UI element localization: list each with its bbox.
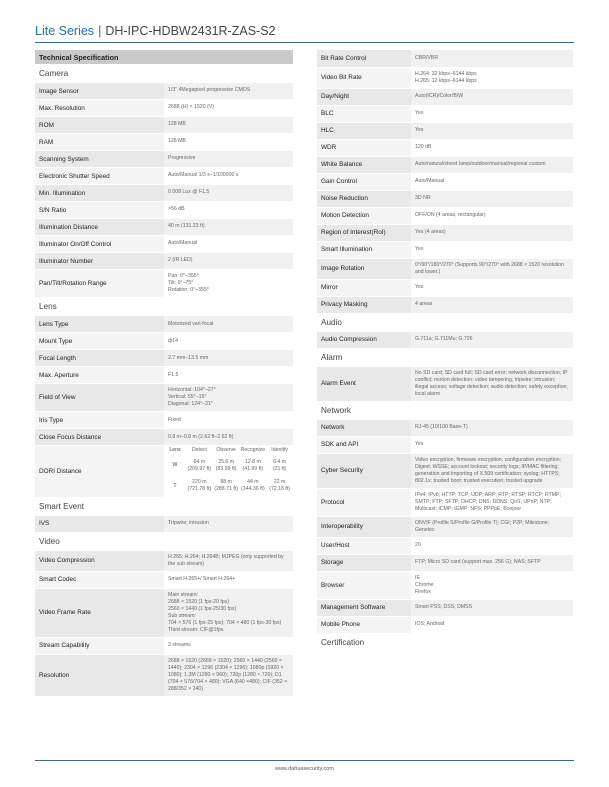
- spec-label: Mount Type: [35, 333, 164, 350]
- spec-value: Auto/Manual 1/3 s–1/100000 s: [164, 168, 293, 185]
- spec-label: DORI Distance: [35, 446, 164, 498]
- spec-row-storage: [317, 554, 573, 571]
- spec-table-right: [317, 50, 573, 652]
- spec-row-smart-codec: [35, 571, 293, 588]
- section-heading-row: [317, 313, 573, 331]
- spec-label: Close Focus Distance: [35, 429, 164, 446]
- spec-value: Fixed: [164, 412, 293, 429]
- spec-value: Yes: [411, 105, 573, 122]
- spec-value: 0.008 Lux @ F1.5: [164, 185, 293, 202]
- spec-row-network: [317, 419, 573, 436]
- dori-header-row: [164, 446, 293, 455]
- spec-value: 120 dB: [411, 139, 573, 156]
- spec-label: Audio Compression: [317, 331, 411, 348]
- spec-value: Auto(ICR)/Color/B/W: [411, 88, 573, 105]
- section-heading-row: [35, 65, 293, 83]
- spec-value: 20: [411, 537, 573, 554]
- spec-value: 4 areas: [411, 296, 573, 313]
- spec-value: RJ-45 (10/100 Base-T): [411, 419, 573, 436]
- spec-label: Resolution: [35, 654, 164, 696]
- spec-value: 2688 × 1520 (2688 × 1520); 2560 × 1440 (2560 × 1440); 2304 × 1296 (2304 × 1296); 1080p (1920 × 1080); 1.3M (1280 × 960); 720p (1280 × 720); D1 (704 × 576/704 × 480); VGA (640 ×480); CIF (352 × 288/352 × 240): [164, 654, 293, 696]
- spec-row-user-host: [317, 537, 573, 554]
- spec-label: Alarm Event: [317, 366, 411, 401]
- spec-row-stream-capability: [35, 637, 293, 654]
- dori-header: Recognize: [240, 446, 267, 455]
- spec-label: Image Sensor: [35, 83, 164, 100]
- spec-row-video-bit-rate: [317, 67, 573, 88]
- model-number: DH-IPC-HDBW2431R-ZAS-S2: [105, 24, 276, 38]
- spec-row-audio-compression: [317, 331, 573, 348]
- spec-value: OFF/ON (4 areas, rectangular): [411, 207, 573, 224]
- spec-label: Gain Control: [317, 173, 411, 190]
- spec-row-hlc: [317, 122, 573, 139]
- spec-value: 40 m (131.23 ft): [164, 219, 293, 236]
- spec-label: Privacy Masking: [317, 296, 411, 313]
- dori-cell: [164, 446, 293, 498]
- spec-label: Illuminator Number: [35, 253, 164, 270]
- spec-value: FTP; Micro SD card (support max. 256 G); NAS; SFTP: [411, 554, 573, 571]
- spec-value: G.711a; G.711Mu; G.726: [411, 331, 573, 348]
- spec-row-privacy-masking: [317, 296, 573, 313]
- spec-row-illuminator-on-off-control: [35, 236, 293, 253]
- spec-value: Yes: [411, 241, 573, 258]
- spec-label: Min. Illumination: [35, 185, 164, 202]
- spec-label: Field of View: [35, 384, 164, 412]
- spec-value: Tripwire; intrusion: [164, 515, 293, 532]
- spec-value: F1.5: [164, 367, 293, 384]
- spec-value: H.265; H.264; H.264B; MJPEG (only supported by the sub stream): [164, 550, 293, 571]
- spec-value: IPv4; IPv6; HTTP; TCP; UDP; ARP; RTP; RTSP; RTCP; RTMP; SMTP; FTP; SFTP; DHCP; DNS; DDNS; QoS; UPnP; NTP; Multicast; ICMP; IGMP; NFS; PPPoE; Bonjour: [411, 488, 573, 516]
- footer-website: www.dahuasecurity.com: [275, 766, 334, 772]
- spec-row-min-illumination: [35, 185, 293, 202]
- spec-row-protocol: [317, 488, 573, 516]
- spec-label: Max. Resolution: [35, 100, 164, 117]
- spec-row-white-balance: [317, 156, 573, 173]
- spec-value: Auto/Manual: [164, 236, 293, 253]
- spec-label: White Balance: [317, 156, 411, 173]
- dori-value: 25.6 m (83.99 ft): [213, 455, 240, 476]
- spec-row-mobile-phone: [317, 616, 573, 633]
- dori-value: 88 m (288.71 ft): [213, 476, 240, 497]
- spec-row-pan-tilt-rotation-range: [35, 270, 293, 298]
- spec-label: Management Software: [317, 599, 411, 616]
- dori-row-label: W: [164, 455, 186, 476]
- spec-value: CBR/VBR: [411, 50, 573, 67]
- spec-label: Day/Night: [317, 88, 411, 105]
- spec-label: Mobile Phone: [317, 616, 411, 633]
- spec-table-left: [35, 50, 293, 697]
- spec-row-iris-type: [35, 412, 293, 429]
- spec-row-interoperability: [317, 516, 573, 537]
- spec-label: BLC: [317, 105, 411, 122]
- section-heading-row: [317, 633, 573, 651]
- spec-value: No SD card; SD card full; SD card error; network disconnection; IP conflict; motion detection; video tampering; tripwire; intrusion; illegal access; voltage detection; audio detection; safety exception; local alarm: [411, 366, 573, 401]
- spec-row-management-software: [317, 599, 573, 616]
- spec-value: Pan: 0°–355° Tilt: 0°–75° Rotation: 0°–355°: [164, 270, 293, 298]
- spec-row-electronic-shutter-speed: [35, 168, 293, 185]
- series-name: Lite Series: [35, 24, 95, 38]
- spec-row-dori-distance: [35, 446, 293, 498]
- spec-value: 128 MB: [164, 134, 293, 151]
- spec-row-sdk-and-api: [317, 436, 573, 453]
- section-heading-row: [35, 497, 293, 515]
- spec-value: IE Chrome Firefox: [411, 571, 573, 599]
- spec-row-focal-length: [35, 350, 293, 367]
- spec-row-alarm-event: [317, 366, 573, 401]
- spec-value: H.264: 32 kbps–6144 kbps H.265: 12 kbps–6144 kbps: [411, 67, 573, 88]
- section-heading: Video: [35, 532, 293, 550]
- spec-row-video-compression: [35, 550, 293, 571]
- spec-value: 2688 (H) × 1520 (V): [164, 100, 293, 117]
- spec-row-max-aperture: [35, 367, 293, 384]
- spec-label: Illuminator On/Off Control: [35, 236, 164, 253]
- spec-label: Interoperability: [317, 516, 411, 537]
- spec-label: Motion Detection: [317, 207, 411, 224]
- spec-label: Mirror: [317, 279, 411, 296]
- section-heading-row: [35, 298, 293, 316]
- section-heading: Alarm: [317, 348, 573, 366]
- spec-value: Yes: [411, 436, 573, 453]
- spec-label: Max. Aperture: [35, 367, 164, 384]
- spec-label: IVS: [35, 515, 164, 532]
- spec-row-region-of-interest-roi: [317, 224, 573, 241]
- spec-label: Focal Length: [35, 350, 164, 367]
- spec-value: 128 MB: [164, 117, 293, 134]
- header-separator: |: [98, 24, 102, 38]
- section-heading-row: [317, 401, 573, 419]
- dori-value: 44 m (144.36 ft): [240, 476, 267, 497]
- spec-value: 0.8 m–0.8 m (2.62 ft–2.62 ft): [164, 429, 293, 446]
- spec-row-max-resolution: [35, 100, 293, 117]
- spec-value: 3 streams: [164, 637, 293, 654]
- footer-rule: [35, 760, 574, 761]
- section-heading: Network: [317, 401, 573, 419]
- right-column: [317, 50, 573, 652]
- spec-value: 2.7 mm–13.5 mm: [164, 350, 293, 367]
- spec-label: Browser: [317, 571, 411, 599]
- document-header: [35, 24, 275, 38]
- spec-row-scanning-system: [35, 151, 293, 168]
- spec-label: Video Compression: [35, 550, 164, 571]
- spec-row-cyber-security: [317, 453, 573, 488]
- spec-label: Cyber Security: [317, 453, 411, 488]
- spec-value: 2 (IR LED): [164, 253, 293, 270]
- spec-row-bit-rate-control: [317, 50, 573, 67]
- section-heading: Lens: [35, 298, 293, 316]
- section-heading-row: [35, 532, 293, 550]
- spec-label: Network: [317, 419, 411, 436]
- dori-value: 6.4 m (21 ft): [266, 455, 293, 476]
- dori-header: Observe: [213, 446, 240, 455]
- section-heading-row: [317, 348, 573, 366]
- spec-value: ф14: [164, 333, 293, 350]
- spec-value: >56 dB: [164, 202, 293, 219]
- spec-row-wdr: [317, 139, 573, 156]
- spec-row-noise-reduction: [317, 190, 573, 207]
- dori-value: 64 m (209.97 ft): [186, 455, 213, 476]
- spec-row-video-frame-rate: [35, 588, 293, 637]
- dori-header: Detect: [186, 446, 213, 455]
- spec-row-ram: [35, 134, 293, 151]
- spec-row-motion-detection: [317, 207, 573, 224]
- spec-label: Pan/Tilt/Rotation Range: [35, 270, 164, 298]
- section-title: [35, 50, 293, 65]
- spec-label: WDR: [317, 139, 411, 156]
- section-heading: Certification: [317, 633, 573, 651]
- spec-row-browser: [317, 571, 573, 599]
- spec-label: Scanning System: [35, 151, 164, 168]
- spec-value: Progressive: [164, 151, 293, 168]
- dori-value: 220 m (721.78 ft): [186, 476, 213, 497]
- spec-label: SDK and API: [317, 436, 411, 453]
- spec-value: Main stream: 2688 × 1520 (1 fps-20 fps) 2560 × 1440 (1 fps-25/30 fps) Sub stream: 704 × 576 (1 fps-25 fps); 704 × 480 (1 fps-30 fps) Third stream: CIF@1fps: [164, 588, 293, 637]
- spec-row-resolution: [35, 654, 293, 696]
- spec-row-blc: [317, 105, 573, 122]
- spec-label: Stream Capability: [35, 637, 164, 654]
- spec-label: Smart Illumination: [317, 241, 411, 258]
- spec-row-field-of-view: [35, 384, 293, 412]
- dori-row-t: [164, 476, 293, 497]
- section-heading: Audio: [317, 313, 573, 331]
- spec-label: Lens Type: [35, 316, 164, 333]
- spec-value: Motorized vari-focal: [164, 316, 293, 333]
- dori-value: 22 m (72.18 ft): [266, 476, 293, 497]
- spec-value: 0°/90°/180°/270° (Supports 90°/270° with 2688 × 1520 resolution and lower.): [411, 258, 573, 279]
- spec-label: Protocol: [317, 488, 411, 516]
- spec-row-ivs: [35, 515, 293, 532]
- spec-value: Smart H.265+/ Smart H.264+: [164, 571, 293, 588]
- spec-value: Auto/natural/street lamp/outdoor/manual/regional custom: [411, 156, 573, 173]
- spec-label: Electronic Shutter Speed: [35, 168, 164, 185]
- dori-row-w: [164, 455, 293, 476]
- spec-label: Smart Codec: [35, 571, 164, 588]
- section-heading: Smart Event: [35, 497, 293, 515]
- spec-label: Image Rotation: [317, 258, 411, 279]
- spec-row-mount-type: [35, 333, 293, 350]
- spec-value: IOS; Android: [411, 616, 573, 633]
- spec-value: Yes (4 areas): [411, 224, 573, 241]
- section-heading: Camera: [35, 65, 293, 83]
- spec-label: RAM: [35, 134, 164, 151]
- dori-lens-label: Lens: [164, 446, 186, 455]
- spec-label: Video Bit Rate: [317, 67, 411, 88]
- spec-label: HLC: [317, 122, 411, 139]
- spec-value: 3D NR: [411, 190, 573, 207]
- spec-row-image-rotation: [317, 258, 573, 279]
- spec-label: Region of Interest(RoI): [317, 224, 411, 241]
- spec-label: Illumination Distance: [35, 219, 164, 236]
- spec-value: Smart PSS; DSS; DMSS: [411, 599, 573, 616]
- spec-label: Iris Type: [35, 412, 164, 429]
- spec-row-smart-illumination: [317, 241, 573, 258]
- spec-label: ROM: [35, 117, 164, 134]
- spec-row-image-sensor: [35, 83, 293, 100]
- left-column: [35, 50, 293, 697]
- spec-label: Storage: [317, 554, 411, 571]
- spec-label: S/N Ratio: [35, 202, 164, 219]
- dori-header: Identify: [266, 446, 293, 455]
- spec-label: Bit Rate Control: [317, 50, 411, 67]
- spec-row-s-n-ratio: [35, 202, 293, 219]
- spec-label: User/Host: [317, 537, 411, 554]
- spec-row-gain-control: [317, 173, 573, 190]
- dori-row-label: T: [164, 476, 186, 497]
- spec-value: Yes: [411, 279, 573, 296]
- spec-row-rom: [35, 117, 293, 134]
- spec-value: Video encryption; firmware encryption; configuration encryption; Digest; WSSE; account lockout; security logs; IP/MAC filtering; generation and importing of X.509 certification; syslog; HTTPS; 802.1x; trusted boot; trusted execution; trusted upgrade: [411, 453, 573, 488]
- spec-value: 1/3" 4Megapixel progressive CMOS: [164, 83, 293, 100]
- spec-label: Noise Reduction: [317, 190, 411, 207]
- spec-value: Auto/Manual: [411, 173, 573, 190]
- spec-row-illuminator-number: [35, 253, 293, 270]
- spec-row-mirror: [317, 279, 573, 296]
- spec-value: Horizontal: 104°–27° Vertical: 55°–15° Diagonal: 124°–31°: [164, 384, 293, 412]
- dori-table: [164, 446, 293, 497]
- spec-row-close-focus-distance: [35, 429, 293, 446]
- section-title-text: Technical Specification: [35, 50, 293, 65]
- spec-label: Video Frame Rate: [35, 588, 164, 637]
- spec-row-day-night: [317, 88, 573, 105]
- header-rule: [35, 42, 574, 43]
- spec-value: Yes: [411, 122, 573, 139]
- spec-row-illumination-distance: [35, 219, 293, 236]
- spec-value: ONVIF (Profile S/Profile G/Profile T); CGI; P2P; Milestone; Genetec: [411, 516, 573, 537]
- dori-value: 12.8 m (41.99 ft): [240, 455, 267, 476]
- spec-row-lens-type: [35, 316, 293, 333]
